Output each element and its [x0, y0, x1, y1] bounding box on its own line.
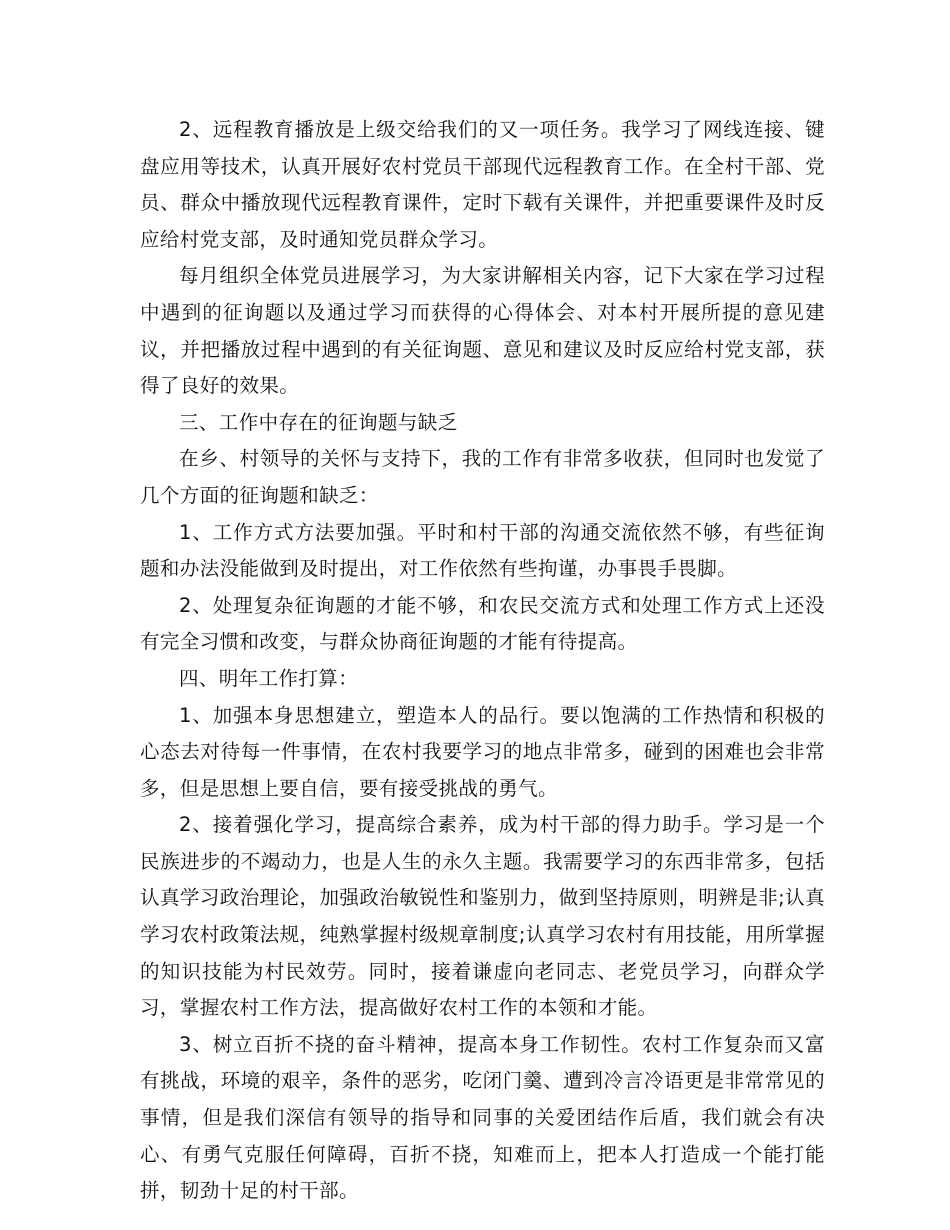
section-heading-next-year-plan: 四、明年工作打算：	[179, 666, 359, 690]
paragraph-remote-education: 2、远程教育播放是上级交给我们的又一项任务。我学习了网线连接、键盘应用等技术，认真开展好农村党员干部现代远程教育工作。在全村干部、党员、群众中播放现代远程教育课件，定时下载有关课件，并把重要课件及时反应给村党支部，及时通知党员群众学习。	[140, 118, 825, 251]
document-body	[140, 112, 825, 1210]
paragraph-problems-intro: 在乡、村领导的关怀与支持下，我的工作有非常多收获，但同时也发觉了几个方面的征询题和缺乏：	[140, 447, 825, 507]
paragraph-problem-1: 1、工作方式方法要加强。平时和村干部的沟通交流依然不够，有些征询题和办法没能做到及时提出，对工作依然有些拘谨，办事畏手畏脚。	[140, 520, 825, 581]
paragraph-problem-2: 2、处理复杂征询题的才能不够，和农民交流方式和处理工作方式上还没有完全习惯和改变，与群众协商征询题的才能有待提高。	[140, 593, 825, 654]
paragraph-plan-1: 1、加强本身思想建立，塑造本人的品行。要以饱满的工作热情和积极的心态去对待每一件事情，在农村我要学习的地点非常多，碰到的困难也会非常多，但是思想上要自信，要有接受挑战的勇气。	[140, 703, 825, 800]
paragraph-plan-3: 3、树立百折不挠的奋斗精神，提高本身工作韧性。农村工作复杂而又富有挑战，环境的艰辛，条件的恶劣，吃闭门羹、遭到冷言冷语更是非常常见的事情，但是我们深信有领导的指导和同事的关爱团结作后盾，我们就会有决心、有勇气克服任何障碍，百折不挠，知难而上，把本人打造成一个能打能拼，韧劲十足的村干部。	[140, 1032, 825, 1203]
section-heading-problems: 三、工作中存在的征询题与缺乏	[179, 410, 458, 434]
paragraph-monthly-study: 每月组织全体党员进展学习，为大家讲解相关内容，记下大家在学习过程中遇到的征询题以及通过学习而获得的心得体会、对本村开展所提的意见建议，并把播放过程中遇到的有关征询题、意见和建议及时反应给村党支部，获得了良好的效果。	[140, 264, 825, 398]
paragraph-plan-2: 2、接着强化学习，提高综合素养，成为村干部的得力助手。学习是一个民族进步的不竭动力，也是人生的永久主题。我需要学习的东西非常多，包括认真学习政治理论，加强政治敏锐性和鉴别力，做到坚持原则，明辨是非;认真学习农村政策法规，纯熟掌握村级规章制度;认真学习农村有用技能，用所掌握的知识技能为村民效劳。同时，接着谦虚向老同志、老党员学习，向群众学习，掌握农村工作方法，提高做好农村工作的本领和才能。	[140, 813, 825, 1020]
